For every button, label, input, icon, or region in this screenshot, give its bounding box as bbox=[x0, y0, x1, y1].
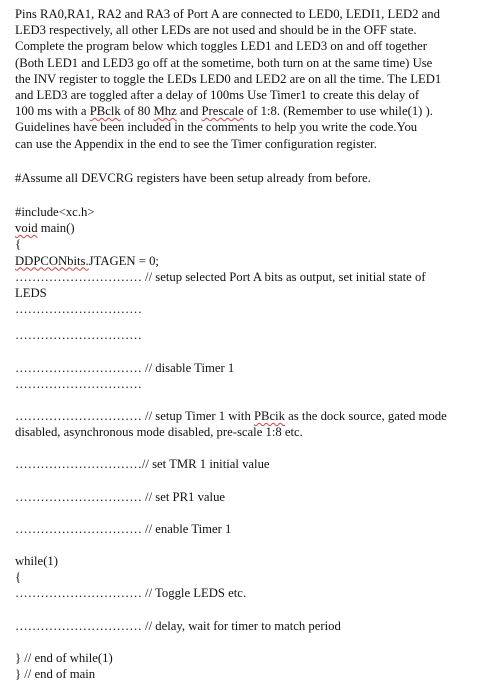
code-blank-set-tmr1: …………………………// set TMR 1 initial value bbox=[15, 457, 270, 472]
code-comment-continuation: disabled, asynchronous mode disabled, pre-scale 1:8 etc. bbox=[15, 425, 303, 440]
text-fragment: 100 ms with a bbox=[15, 104, 90, 119]
code-blank-enable-timer: ………………………… // enable Timer 1 bbox=[15, 521, 232, 536]
code-blank-line: ………………………… bbox=[15, 376, 142, 391]
intro-line: LED3 respectively, all other LEDs are not used and should be in the OFF state. bbox=[15, 23, 417, 38]
text-fragment: main() bbox=[37, 221, 75, 236]
spellcheck-word-pbclk: PBclk bbox=[89, 104, 121, 119]
text-fragment: of 80 bbox=[120, 104, 154, 119]
code-while-open-brace: { bbox=[15, 570, 22, 585]
code-blank-line: ………………………… bbox=[15, 302, 142, 317]
spellcheck-word-ddpconbits: DDPCONbits. bbox=[15, 253, 89, 268]
code-comment-continuation: LEDS bbox=[15, 286, 47, 301]
code-blank-line: ………………………… bbox=[15, 328, 142, 343]
code-blank-delay: ………………………… // delay, wait for timer to match period bbox=[15, 618, 341, 633]
intro-line: Complete the program below which toggles LED1 and LED3 on and off together bbox=[15, 39, 428, 54]
intro-line: and LED3 are toggled after a delay of 100ms Use Timer1 to create this delay of bbox=[15, 88, 420, 103]
spellcheck-word-mhz: Mhz bbox=[153, 104, 177, 119]
code-blank-toggle-leds: ………………………… // Toggle LEDS etc. bbox=[15, 586, 247, 601]
spellcheck-word-prescale: Prescale bbox=[201, 104, 244, 119]
intro-line-clock-spec bbox=[15, 103, 495, 119]
spellcheck-word-void: void bbox=[15, 221, 38, 236]
document-body bbox=[15, 6, 495, 682]
intro-line: the INV register to toggle the LEDs LED0 and LED2 are on all the time. The LED1 bbox=[15, 71, 442, 86]
code-open-brace: { bbox=[15, 237, 22, 252]
code-jtag-line bbox=[15, 253, 495, 269]
code-blank-set-pr1: ………………………… // set PR1 value bbox=[15, 489, 226, 504]
text-fragment: JTAGEN = 0; bbox=[88, 253, 159, 268]
text-fragment: ………………………… // setup Timer 1 with bbox=[15, 409, 254, 424]
code-listing bbox=[15, 204, 495, 682]
intro-paragraph bbox=[15, 6, 495, 152]
intro-line: Guidelines have been included in the comments to help you write the code.You bbox=[15, 120, 418, 135]
intro-line: (Both LED1 and LED3 go off at the sometime, both turn on at the same time) Use bbox=[15, 55, 433, 70]
spellcheck-word-pbcik: PBcik bbox=[253, 409, 285, 424]
code-while-loop: while(1) bbox=[15, 554, 58, 569]
intro-line: Pins RA0,RA1, RA2 and RA3 of Port A are connected to LED0, LEDI1, LED2 and bbox=[15, 7, 440, 21]
code-blank-setup-timer bbox=[15, 408, 495, 424]
assumption-note: #Assume all DEVCRG registers have been setup already from before. bbox=[15, 170, 371, 185]
code-include: #include<xc.h> bbox=[15, 205, 95, 220]
code-end-while: } // end of while(1) bbox=[15, 650, 113, 665]
intro-line: can use the Appendix in the end to see the Timer configuration register. bbox=[15, 136, 377, 151]
text-fragment: of 1:8. (Remember to use while(1) ). bbox=[243, 104, 433, 119]
code-main-signature bbox=[15, 220, 495, 236]
text-fragment: and bbox=[176, 104, 202, 119]
text-fragment: as the dock source, gated mode bbox=[285, 409, 447, 424]
code-end-main: } // end of main bbox=[15, 667, 96, 682]
code-blank-setup-port: ………………………… // setup selected Port A bits as output, set initial state of bbox=[15, 269, 426, 284]
code-blank-disable-timer: ………………………… // disable Timer 1 bbox=[15, 360, 235, 375]
